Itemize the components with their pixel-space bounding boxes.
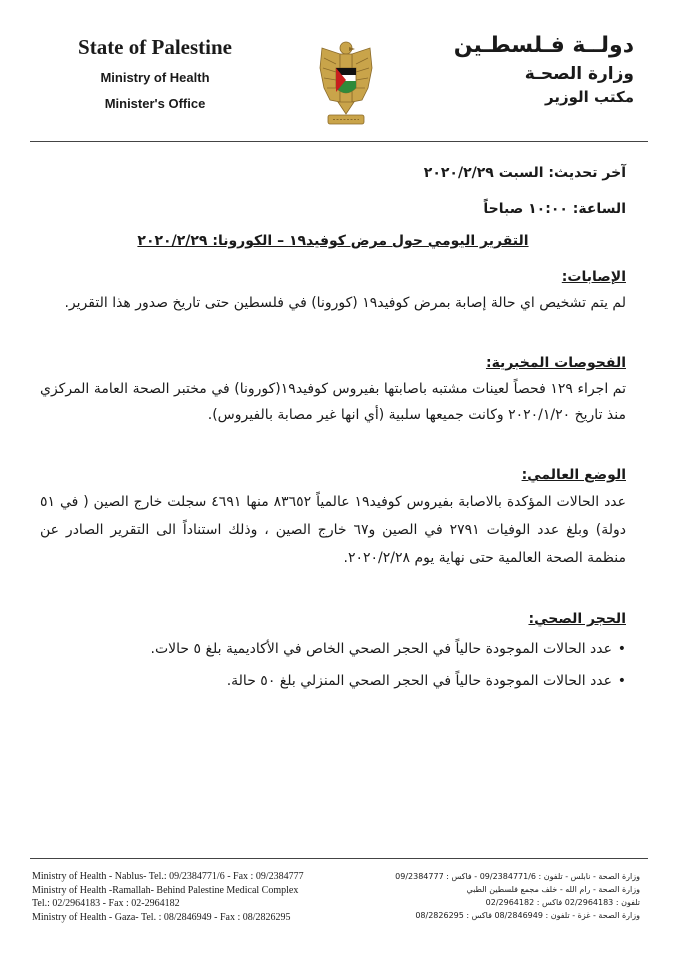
global-heading: الوضع العالمي:	[521, 467, 626, 483]
header-divider	[30, 141, 648, 142]
report-body	[40, 160, 626, 700]
list-item: • عدد الحالات الموجودة حالياً في الحجر الصحي الخاص في الأكاديمية بلغ ٥ حالات.	[40, 636, 626, 662]
footer-line: وزارة الصحة - رام الله - خلف مجمع فلسطين الطبي	[466, 885, 640, 894]
footer-english	[32, 870, 352, 924]
footer-divider	[30, 858, 648, 859]
last-update: آخر تحديث: السبت ٢٠٢٠/٢/٢٩	[423, 165, 626, 181]
state-name-en: State of Palestine	[78, 35, 232, 59]
header-english	[40, 34, 270, 111]
lab-tests-text: تم اجراء ١٢٩ فحصاً لعينات مشتبه باصابتها بفيروس كوفيد١٩(كورونا) في مختبر الصحة العامة المركزي منذ تاريخ ٢٠٢٠/١/٢٠ وكانت جميعها سلبية (أي انها غير مصابة بالفيروس).	[40, 381, 627, 423]
report-title: التقرير اليومي حول مرض كوفيد١٩ – الكورونا: ٢٠٢٠/٢/٢٩	[137, 233, 529, 249]
state-name-ar: دولــة فـلسطـين	[453, 33, 634, 58]
global-text: عدد الحالات المؤكدة بالاصابة بفيروس كوفيد١٩ عالمياً ٨٣٦٥٢ منها ٤٦٩١ سجلت خارج الصين ( في ٥١ دولة) وبلغ عدد الوفيات ٢٧٩١ في الصين و٦٧ خارج الصين ، وذلك استناداً الى التقرير الصادر عن منظمة الصحة العالمية حتى نهاية يوم ٢٠٢٠/٢/٢٨.	[40, 494, 627, 566]
infections-heading: الإصابات:	[561, 269, 626, 285]
list-item: • عدد الحالات الموجودة حالياً في الحجر الصحي المنزلي بلغ ٥٠ حالة.	[40, 668, 626, 694]
palestine-eagle-emblem-icon	[318, 38, 374, 130]
quarantine-heading: الحجر الصحي:	[528, 611, 626, 627]
footer-line: Ministry of Health - Nablus- Tel.: 09/2384771/6 - Fax : 09/2384777	[32, 871, 304, 882]
office-name-ar: مكتب الوزير	[544, 88, 634, 106]
footer-line: وزارة الصحة - غزة - تلفون : 08/2846949 فاكس : 08/2826295	[415, 911, 640, 920]
footer-line: وزارة الصحة - نابلس - تلفون : 09/2384771/6 - فاكس : 09/2384777	[395, 872, 640, 881]
footer-line: Ministry of Health - Gaza- Tel. : 08/2846949 - Fax : 08/2826295	[32, 911, 291, 923]
lab-tests-heading: الفحوصات المخبرية:	[485, 355, 626, 371]
footer-arabic	[380, 870, 640, 922]
report-time: الساعة: ١٠:٠٠ صباحاً	[483, 201, 626, 217]
ministry-name-ar: وزارة الصحـة	[524, 64, 634, 84]
header-arabic	[434, 32, 634, 106]
ministry-name-en: Ministry of Health	[100, 70, 210, 85]
footer-line: Ministry of Health -Ramallah- Behind Palestine Medical Complex	[32, 884, 299, 896]
infections-text: لم يتم تشخيص اي حالة إصابة بمرض كوفيد١٩ (كورونا) في فلسطين حتى تاريخ صدور هذا التقرير.	[64, 295, 626, 311]
footer-line: تلفون : 02/2964183 فاكس : 02/2964182	[485, 898, 640, 907]
office-name-en: Minister's Office	[104, 96, 206, 111]
footer-line: Tel.: 02/2964183 - Fax : 02-2964182	[32, 898, 180, 909]
quarantine-list	[40, 636, 626, 694]
